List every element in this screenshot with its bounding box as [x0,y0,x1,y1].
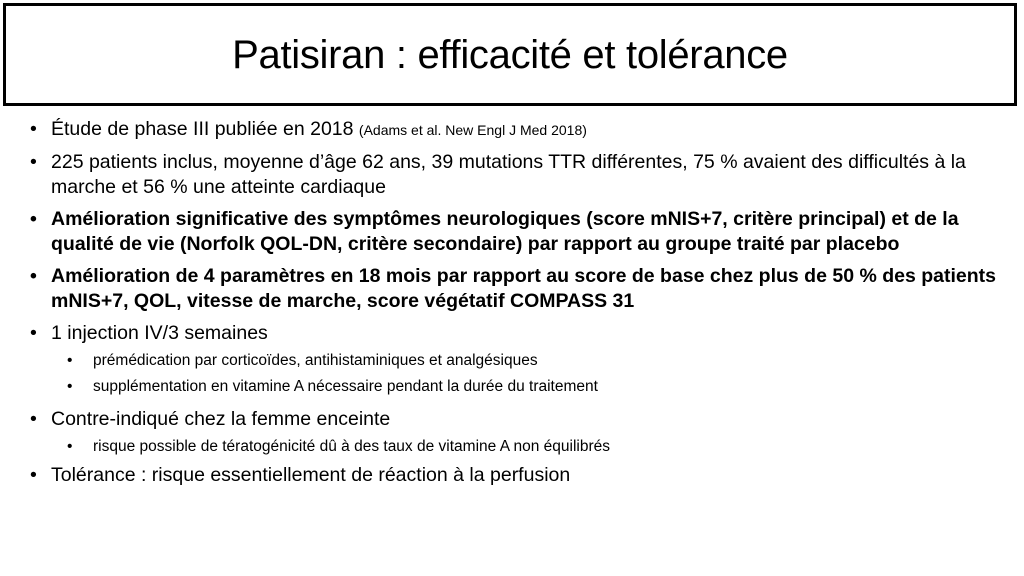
sub-bullet-premedication [67,348,1010,374]
bullet-dot-icon: • [30,118,37,140]
sub-bullet-list [51,434,1010,460]
sub-bullet-dot-icon: • [67,438,73,455]
bullet-dot-icon: • [30,265,37,287]
bullet-text: 1 injection IV/3 semaines [51,322,268,344]
bullet-dot-icon: • [30,208,37,230]
bullet-text: 225 patients inclus, moyenne d’âge 62 ans, 39 mutations TTR différentes, 75 % avaient des difficultés à la marche et 56 % une atteinte cardiaque [51,151,966,198]
bullet-patients [30,150,1010,200]
sub-bullet-text: risque possible de tératogénicité dû à des taux de vitamine A non équilibrés [93,438,611,455]
bullet-dot-icon: • [30,464,37,486]
sub-bullet-teratogenicity [67,434,1010,460]
slide-title: Patisiran : efficacité et tolérance [232,32,788,77]
bullet-text: Étude de phase III publiée en 2018 [51,118,354,140]
bullet-tolerance [30,463,1010,488]
bullet-text: Amélioration de 4 paramètres en 18 mois par rapport au score de base chez plus de 50 % des patients mNIS+7, QOL, vitesse de marche, score végétatif COMPASS 31 [51,265,996,312]
sub-bullet-list [51,348,1010,400]
bullet-study [30,117,1010,143]
bullet-dot-icon: • [30,408,37,430]
reference-citation: (Adams et al. New Engl J Med 2018) [358,122,587,138]
sub-bullet-dot-icon: • [67,378,73,395]
bullet-text: Contre-indiqué chez la femme enceinte [51,408,391,430]
bullet-injection [30,321,1010,400]
bullet-contraindication [30,407,1010,460]
bullet-text: Amélioration significative des symptômes neurologiques (score mNIS+7, critère principal) et de la qualité de vie (Norfolk QOL-DN, critère secondaire) par rapport au groupe traité par placebo [51,208,959,255]
bullet-parameters-improvement [30,264,1010,314]
bullet-dot-icon: • [30,151,37,173]
sub-bullet-vitamin-a [67,374,1010,400]
bullet-text: Tolérance : risque essentiellement de réaction à la perfusion [51,464,571,486]
title-box [3,3,1017,106]
bullet-list [30,117,1010,495]
sub-bullet-dot-icon: • [67,352,73,369]
bullet-neuro-improvement [30,207,1010,257]
bullet-dot-icon: • [30,322,37,344]
sub-bullet-text: supplémentation en vitamine A nécessaire pendant la durée du traitement [93,378,598,395]
sub-bullet-text: prémédication par corticoïdes, antihistaminiques et analgésiques [93,352,538,369]
